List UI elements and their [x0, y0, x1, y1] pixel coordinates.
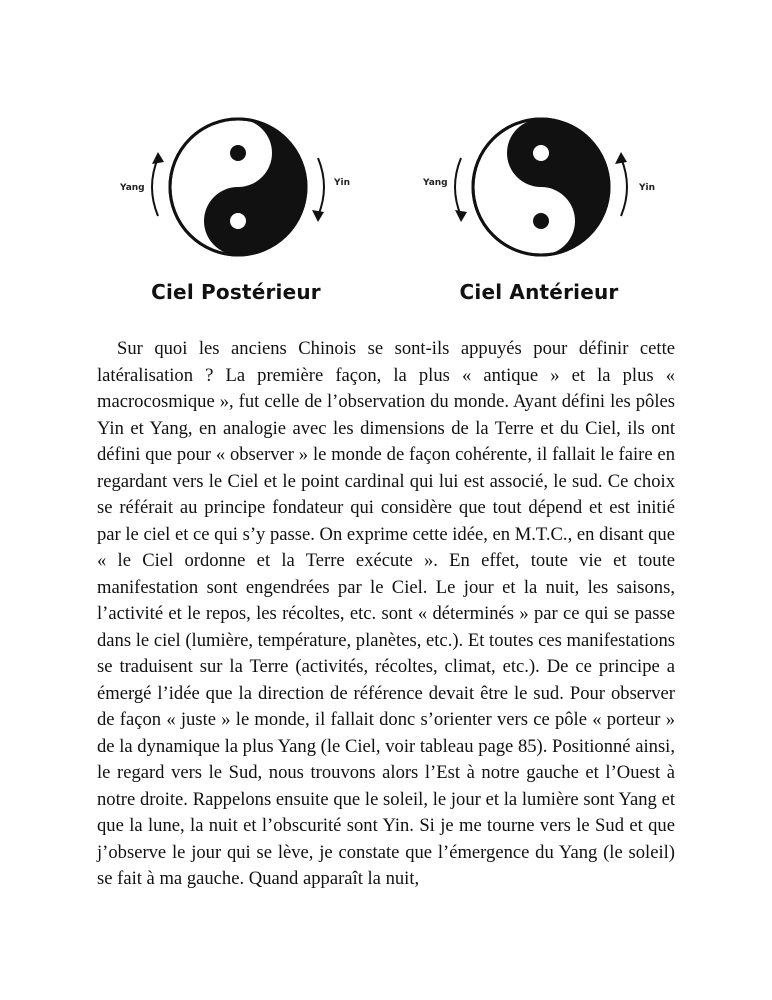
body-text [97, 336, 675, 893]
label-yang: Yang [120, 183, 145, 193]
caption-ciel-anterieur: Ciel Antérieur [459, 280, 619, 304]
label-yin: Yin [334, 178, 351, 188]
paragraph: Sur quoi les anciens Chinois se sont-ils appuyés pour définir cette latéralisation ? La première façon, la plus « antique » et la plus « macrocosmique », fut celle de l’observation du monde. Ayant défini les pôles Yin et Yang, en analogie avec les dimensions de la Terre et du Ciel, ils ont défini que pour « observer » le monde de façon cohérente, il fallait le faire en regardant vers le Ciel et le point cardinal qui lui est associé, le sud. Ce choix se référait au principe fondateur qui considère que tout dépend et est initié par le ciel et ce qui s’y passe. On exprime cette idée, en M.T.C., en disant que « le Ciel ordonne et la Terre exécute ». En effet, toute vie et toute manifestation sont engendrées par le Ciel. Le jour et la nuit, les saisons, l’activité et le repos, les récoltes, etc. sont « déterminés » par ce qui se passe dans le ciel (lumière, température, planètes, etc.). Et toutes ces manifestations se traduisent sur la Terre (activités, récoltes, climat, etc.). De ce principe a émergé l’idée que la direction de référence devait être le sud. Pour observer de façon « juste » le monde, il fallait donc s’orienter vers ce pôle « porteur » de la dynamique la plus Yang (le Ciel, voir tableau page 85). Positionné ainsi, le regard vers le Sud, nous trouvons alors l’Est à notre gauche et l’Ouest à notre droite. Rappelons ensuite que le soleil, le jour et la lumière sont Yang et que la lune, la nuit et l’obscurité sont Yin. Si je me tourne vers le Sud et que j’observe le jour qui se lève, je constate que l’émergence du Yang (le soleil) se fait à ma gauche. Quand apparaît la nuit, [97, 338, 675, 889]
label-yang: Yang [423, 178, 448, 188]
arrow-up-icon [152, 152, 164, 164]
arrow-down-icon [455, 210, 467, 222]
arrow-up-icon [615, 152, 627, 164]
diagram-ciel-anterieur [389, 110, 689, 320]
diagram-ciel-posterieur [86, 110, 386, 320]
caption-ciel-posterieur: Ciel Postérieur [151, 280, 321, 304]
label-yin: Yin [639, 183, 656, 193]
arrow-down-icon [312, 210, 324, 222]
diagrams-row [0, 110, 772, 320]
